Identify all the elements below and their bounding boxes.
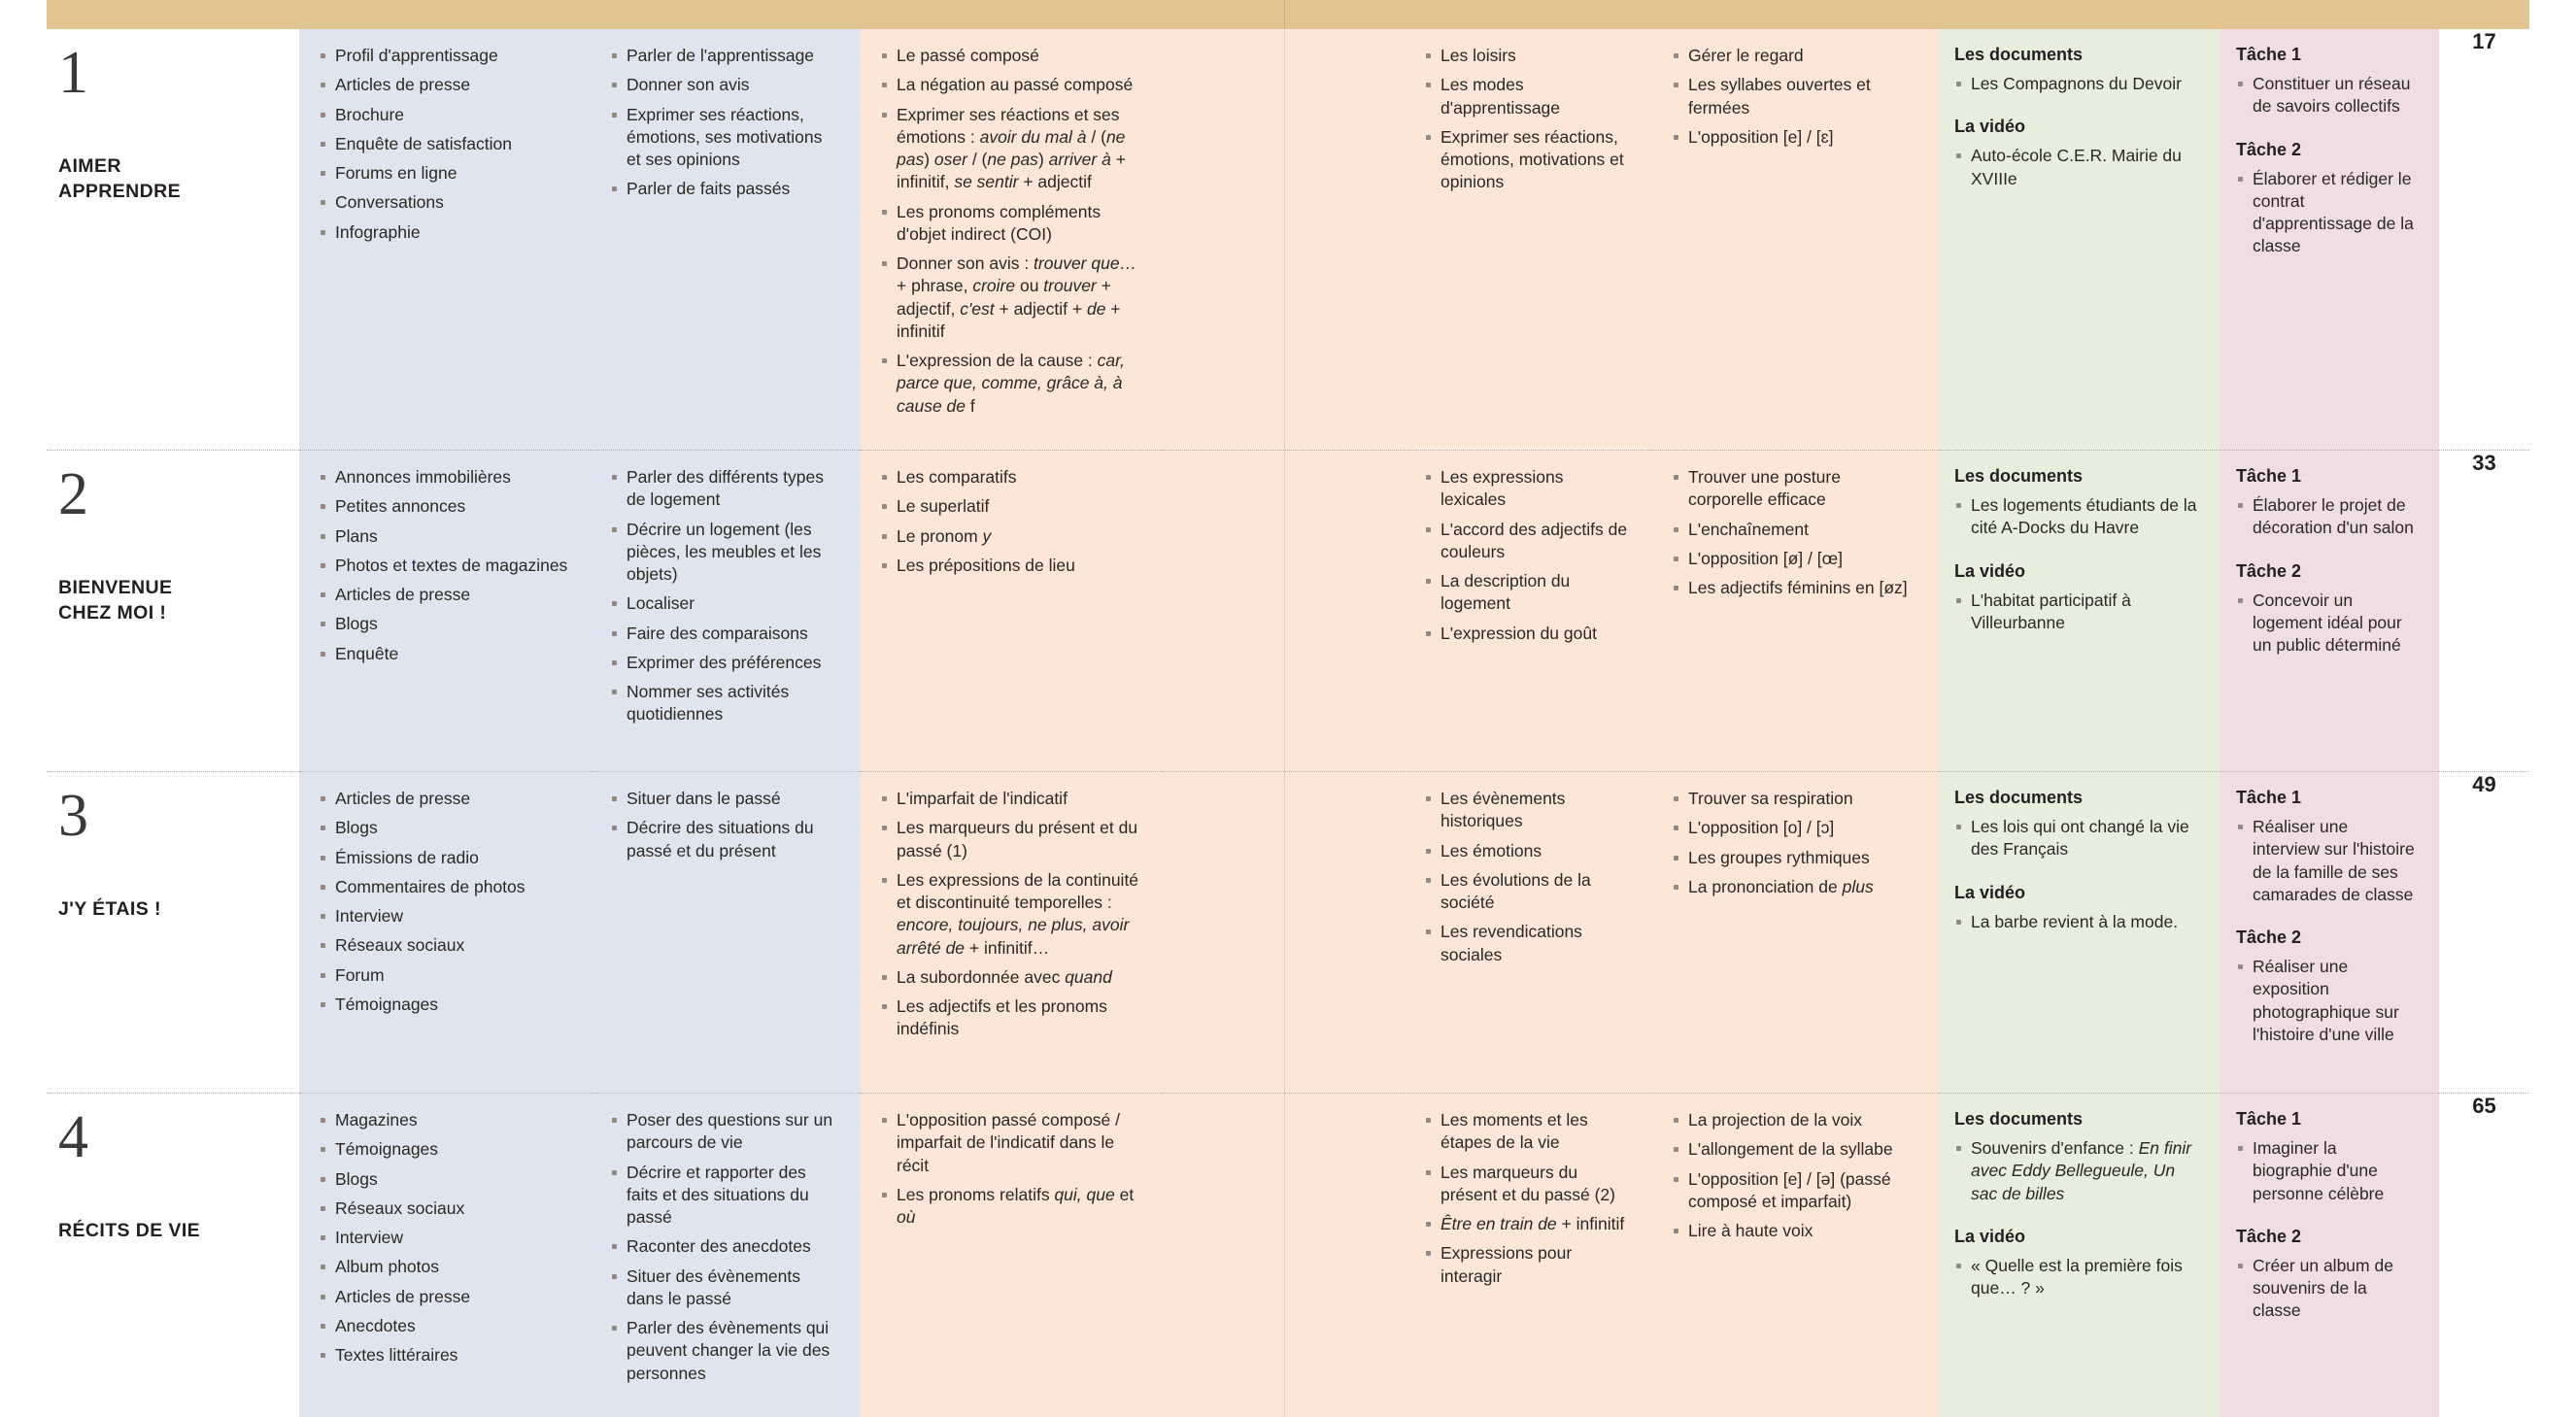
bullet-list — [1672, 45, 1917, 149]
list-item: Exprimer des préférences — [610, 652, 839, 674]
bullet-list — [1424, 45, 1631, 194]
page-number: 65 — [2472, 1093, 2496, 1118]
grammar-cell — [861, 771, 1162, 1093]
bullet-list — [1954, 1137, 2199, 1205]
phonetics-cell — [1652, 771, 1939, 1093]
list-item: Décrire des situations du passé et du présent — [610, 817, 839, 862]
list-item: L'opposition [e] / [ɛ] — [1672, 126, 1917, 149]
list-item: Les adjectifs féminins en [øz] — [1672, 577, 1917, 599]
list-item: Annonces immobilières — [319, 466, 569, 489]
bullet-list — [880, 788, 1140, 1041]
list-item: Gérer le regard — [1672, 45, 1917, 67]
list-item: Faire des comparaisons — [610, 623, 839, 645]
list-item: Émissions de radio — [319, 847, 569, 869]
video-heading: La vidéo — [1954, 1226, 2026, 1246]
tasks-cell — [2220, 450, 2439, 771]
list-item: Blogs — [319, 613, 569, 635]
empty-cell — [1162, 771, 1405, 1093]
bullet-list — [1954, 73, 2199, 95]
task2-heading: Tâche 2 — [2236, 139, 2302, 159]
bullet-list — [2236, 494, 2418, 540]
objectives-cell — [591, 1093, 861, 1416]
unit-row — [47, 29, 2529, 450]
list-item: L'opposition [o] / [ɔ] — [1672, 817, 1917, 839]
lexicon-cell — [1405, 771, 1652, 1093]
bullet-list — [2236, 816, 2418, 906]
bullet-list — [610, 45, 839, 201]
tasks-cell — [2220, 1093, 2439, 1416]
page-number-cell — [2439, 771, 2529, 1093]
list-item: Élaborer le projet de décoration d'un salon — [2236, 494, 2418, 540]
culture-cell — [1939, 1093, 2220, 1416]
list-item: Réseaux sociaux — [319, 1198, 569, 1220]
task1-heading: Tâche 1 — [2236, 787, 2302, 807]
list-item: Témoignages — [319, 1138, 569, 1161]
empty-cell — [1162, 29, 1405, 450]
bullet-list — [1954, 1255, 2199, 1300]
list-item: La négation au passé composé — [880, 74, 1140, 96]
list-item: Trouver une posture corporelle efficace — [1672, 466, 1917, 512]
bullet-list — [610, 466, 839, 726]
list-item: Imaginer la biographie d'une personne célèbre — [2236, 1137, 2418, 1205]
list-item: Parler des différents types de logement — [610, 466, 839, 512]
list-item: Les groupes rythmiques — [1672, 847, 1917, 869]
unit-row — [47, 771, 2529, 1093]
list-item: Poser des questions sur un parcours de vie — [610, 1109, 839, 1155]
unit-identity-cell — [47, 450, 299, 771]
list-item: Conversations — [319, 191, 569, 214]
bullet-list — [2236, 73, 2418, 118]
list-item: Blogs — [319, 1168, 569, 1191]
culture-cell — [1939, 771, 2220, 1093]
supports-cell — [299, 29, 591, 450]
list-item: Exprimer ses réactions, émotions, ses motivations et ses opinions — [610, 104, 839, 172]
list-item: Les syllabes ouvertes et fermées — [1672, 74, 1917, 119]
list-item: Réaliser une exposition photographique sur l'histoire d'une ville — [2236, 956, 2418, 1046]
list-item: Infographie — [319, 221, 569, 244]
list-item: L'enchaînement — [1672, 519, 1917, 541]
task2-heading: Tâche 2 — [2236, 560, 2302, 581]
bullet-list — [1954, 816, 2199, 861]
page-number-cell — [2439, 450, 2529, 771]
list-item: Situer des évènements dans le passé — [610, 1265, 839, 1311]
list-item: Parler des évènements qui peuvent changer la vie des personnes — [610, 1317, 839, 1385]
bullet-list — [2236, 168, 2418, 258]
supports-cell — [299, 771, 591, 1093]
bullet-list — [1954, 911, 2199, 933]
list-item: Lire à haute voix — [1672, 1220, 1917, 1242]
list-item: Les évolutions de la société — [1424, 869, 1631, 915]
list-item: Exprimer ses réactions et ses émotions : avoir du mal à / (ne pas) oser / (ne pas) arriver à + infinitif, se sentir + adjectif — [880, 104, 1140, 194]
list-item: L'allongement de la syllabe — [1672, 1138, 1917, 1161]
list-item: Le pronom y — [880, 525, 1140, 548]
list-item: Blogs — [319, 817, 569, 839]
list-item: La barbe revient à la mode. — [1954, 911, 2199, 933]
task2-heading: Tâche 2 — [2236, 928, 2302, 948]
list-item: Les adjectifs et les pronoms indéfinis — [880, 995, 1140, 1041]
list-item: Créer un album de souvenirs de la classe — [2236, 1255, 2418, 1323]
bullet-list — [880, 466, 1140, 577]
list-item: Parler de l'apprentissage — [610, 45, 839, 67]
syllabus-table — [47, 29, 2529, 1417]
documents-heading: Les documents — [1954, 465, 2084, 486]
list-item: Les comparatifs — [880, 466, 1140, 489]
list-item: Élaborer et rédiger le contrat d'apprentissage de la classe — [2236, 168, 2418, 258]
list-item: Anecdotes — [319, 1315, 569, 1337]
unit-number: 1 — [58, 40, 88, 106]
header-band — [47, 0, 2529, 29]
list-item: Réseaux sociaux — [319, 934, 569, 957]
unit-identity-cell — [47, 29, 299, 450]
list-item: La projection de la voix — [1672, 1109, 1917, 1131]
list-item: Les revendications sociales — [1424, 921, 1631, 966]
page-number-cell — [2439, 1093, 2529, 1416]
list-item: Petites annonces — [319, 495, 569, 518]
bullet-list — [880, 45, 1140, 418]
list-item: Forum — [319, 964, 569, 987]
list-item: Constituer un réseau de savoirs collectifs — [2236, 73, 2418, 118]
list-item: Concevoir un logement idéal pour un public déterminé — [2236, 590, 2418, 658]
unit-title: RÉCITS DE VIE — [58, 1219, 201, 1241]
list-item: Magazines — [319, 1109, 569, 1131]
culture-cell — [1939, 450, 2220, 771]
unit-number: 2 — [58, 460, 88, 527]
list-item: Les logements étudiants de la cité A-Docks du Havre — [1954, 494, 2199, 540]
list-item: Album photos — [319, 1256, 569, 1278]
phonetics-cell — [1652, 1093, 1939, 1416]
list-item: Les loisirs — [1424, 45, 1631, 67]
list-item: Être en train de + infinitif — [1424, 1213, 1631, 1235]
list-item: Exprimer ses réactions, émotions, motivations et opinions — [1424, 126, 1631, 194]
list-item: Articles de presse — [319, 584, 569, 606]
bullet-list — [610, 788, 839, 862]
grammar-cell — [861, 29, 1162, 450]
list-item: Les expressions de la continuité et discontinuité temporelles : encore, toujours, ne plus, avoir arrêté de + infinitif… — [880, 869, 1140, 960]
page-number: 49 — [2472, 771, 2496, 796]
bullet-list — [2236, 590, 2418, 658]
list-item: L'habitat participatif à Villeurbanne — [1954, 590, 2199, 635]
list-item: Brochure — [319, 104, 569, 126]
phonetics-cell — [1652, 450, 1939, 771]
list-item: La subordonnée avec quand — [880, 966, 1140, 989]
bullet-list — [2236, 1255, 2418, 1323]
lexicon-cell — [1405, 29, 1652, 450]
list-item: Enquête de satisfaction — [319, 133, 569, 155]
empty-cell — [1162, 450, 1405, 771]
list-item: « Quelle est la première fois que… ? » — [1954, 1255, 2199, 1300]
bullet-list — [1954, 590, 2199, 635]
list-item: L'opposition [e] / [ə] (passé composé et imparfait) — [1672, 1168, 1917, 1214]
list-item: Les émotions — [1424, 840, 1631, 862]
objectives-cell — [591, 450, 861, 771]
list-item: Photos et textes de magazines — [319, 555, 569, 577]
list-item: Donner son avis — [610, 74, 839, 96]
bullet-list — [880, 1109, 1140, 1229]
list-item: Localiser — [610, 592, 839, 615]
supports-cell — [299, 1093, 591, 1416]
list-item: Décrire et rapporter des faits et des situations du passé — [610, 1162, 839, 1230]
lexicon-cell — [1405, 1093, 1652, 1416]
unit-number: 3 — [58, 782, 88, 849]
list-item: Les moments et les étapes de la vie — [1424, 1109, 1631, 1155]
list-item: Articles de presse — [319, 788, 569, 810]
bullet-list — [1424, 788, 1631, 966]
list-item: Articles de presse — [319, 1286, 569, 1308]
empty-cell — [1162, 1093, 1405, 1416]
bullet-list — [2236, 956, 2418, 1046]
bullet-list — [319, 788, 569, 1016]
list-item: Situer dans le passé — [610, 788, 839, 810]
list-item: L'imparfait de l'indicatif — [880, 788, 1140, 810]
list-item: Les évènements historiques — [1424, 788, 1631, 833]
list-item: Plans — [319, 525, 569, 548]
list-item: Témoignages — [319, 994, 569, 1016]
unit-identity-cell — [47, 1093, 299, 1416]
list-item: Les pronoms relatifs qui, que et où — [880, 1184, 1140, 1230]
task1-heading: Tâche 1 — [2236, 45, 2302, 64]
page-number: 17 — [2472, 29, 2496, 53]
unit-row — [47, 1093, 2529, 1416]
list-item: Expressions pour interagir — [1424, 1242, 1631, 1288]
bullet-list — [1672, 466, 1917, 599]
list-item: Souvenirs d'enfance : En finir avec Eddy Bellegueule, Un sac de billes — [1954, 1137, 2199, 1205]
task2-heading: Tâche 2 — [2236, 1226, 2302, 1246]
supports-cell — [299, 450, 591, 771]
grammar-cell — [861, 450, 1162, 771]
list-item: Réaliser une interview sur l'histoire de la famille de ses camarades de classe — [2236, 816, 2418, 906]
bullet-list — [1424, 1109, 1631, 1288]
list-item: Auto-école C.E.R. Mairie du XVIIIe — [1954, 145, 2199, 190]
list-item: Les modes d'apprentissage — [1424, 74, 1631, 119]
list-item: Nommer ses activités quotidiennes — [610, 681, 839, 726]
list-item: Les prépositions de lieu — [880, 555, 1140, 577]
list-item: Les pronoms compléments d'objet indirect (COI) — [880, 201, 1140, 247]
list-item: Donner son avis : trouver que… + phrase, croire ou trouver + adjectif, c'est + adjectif + de + infinitif — [880, 253, 1140, 343]
list-item: Interview — [319, 905, 569, 928]
list-item: Interview — [319, 1227, 569, 1249]
lexicon-cell — [1405, 450, 1652, 771]
documents-heading: Les documents — [1954, 1108, 2084, 1129]
bullet-list — [319, 466, 569, 665]
bullet-list — [319, 45, 569, 244]
objectives-cell — [591, 771, 861, 1093]
unit-title: BIENVENUE CHEZ MOI ! — [58, 576, 173, 624]
bullet-list — [1954, 494, 2199, 540]
bullet-list — [610, 1109, 839, 1385]
list-item: La description du logement — [1424, 570, 1631, 616]
list-item: Les expressions lexicales — [1424, 466, 1631, 512]
bullet-list — [1672, 788, 1917, 898]
bullet-list — [319, 1109, 569, 1366]
video-heading: La vidéo — [1954, 560, 2026, 581]
list-item: Raconter des anecdotes — [610, 1235, 839, 1258]
list-item: Forums en ligne — [319, 162, 569, 185]
video-heading: La vidéo — [1954, 882, 2026, 902]
list-item: L'expression du goût — [1424, 623, 1631, 645]
list-item: Les marqueurs du présent et du passé (2) — [1424, 1162, 1631, 1207]
documents-heading: Les documents — [1954, 787, 2084, 807]
bullet-list — [1954, 145, 2199, 190]
page-number: 33 — [2472, 450, 2496, 475]
unit-number: 4 — [58, 1103, 88, 1170]
list-item: Les marqueurs du présent et du passé (1) — [880, 817, 1140, 862]
list-item: Enquête — [319, 643, 569, 665]
list-item: Le passé composé — [880, 45, 1140, 67]
unit-identity-cell — [47, 771, 299, 1093]
objectives-cell — [591, 29, 861, 450]
unit-title: AIMER APPRENDRE — [58, 155, 182, 203]
grammar-cell — [861, 1093, 1162, 1416]
list-item: Textes littéraires — [319, 1344, 569, 1366]
unit-row — [47, 450, 2529, 771]
unit-title: J'Y ÉTAIS ! — [58, 897, 161, 920]
list-item: Décrire un logement (les pièces, les meubles et les objets) — [610, 519, 839, 587]
list-item: La prononciation de plus — [1672, 876, 1917, 898]
documents-heading: Les documents — [1954, 45, 2084, 64]
bullet-list — [1672, 1109, 1917, 1242]
task1-heading: Tâche 1 — [2236, 465, 2302, 486]
list-item: Trouver sa respiration — [1672, 788, 1917, 810]
task1-heading: Tâche 1 — [2236, 1108, 2302, 1129]
tasks-cell — [2220, 771, 2439, 1093]
list-item: Les Compagnons du Devoir — [1954, 73, 2199, 95]
bullet-list — [2236, 1137, 2418, 1205]
video-heading: La vidéo — [1954, 117, 2026, 137]
list-item: Le superlatif — [880, 495, 1140, 518]
tasks-cell — [2220, 29, 2439, 450]
list-item: L'opposition passé composé / imparfait de l'indicatif dans le récit — [880, 1109, 1140, 1177]
list-item: Commentaires de photos — [319, 876, 569, 898]
list-item: Parler de faits passés — [610, 178, 839, 200]
bullet-list — [1424, 466, 1631, 645]
culture-cell — [1939, 29, 2220, 450]
list-item: Profil d'apprentissage — [319, 45, 569, 67]
list-item: L'opposition [ø] / [œ] — [1672, 548, 1917, 570]
list-item: Articles de presse — [319, 74, 569, 96]
phonetics-cell — [1652, 29, 1939, 450]
page-number-cell — [2439, 29, 2529, 450]
list-item: L'expression de la cause : car, parce que, comme, grâce à, à cause de f — [880, 350, 1140, 418]
list-item: L'accord des adjectifs de couleurs — [1424, 519, 1631, 564]
list-item: Les lois qui ont changé la vie des Français — [1954, 816, 2199, 861]
